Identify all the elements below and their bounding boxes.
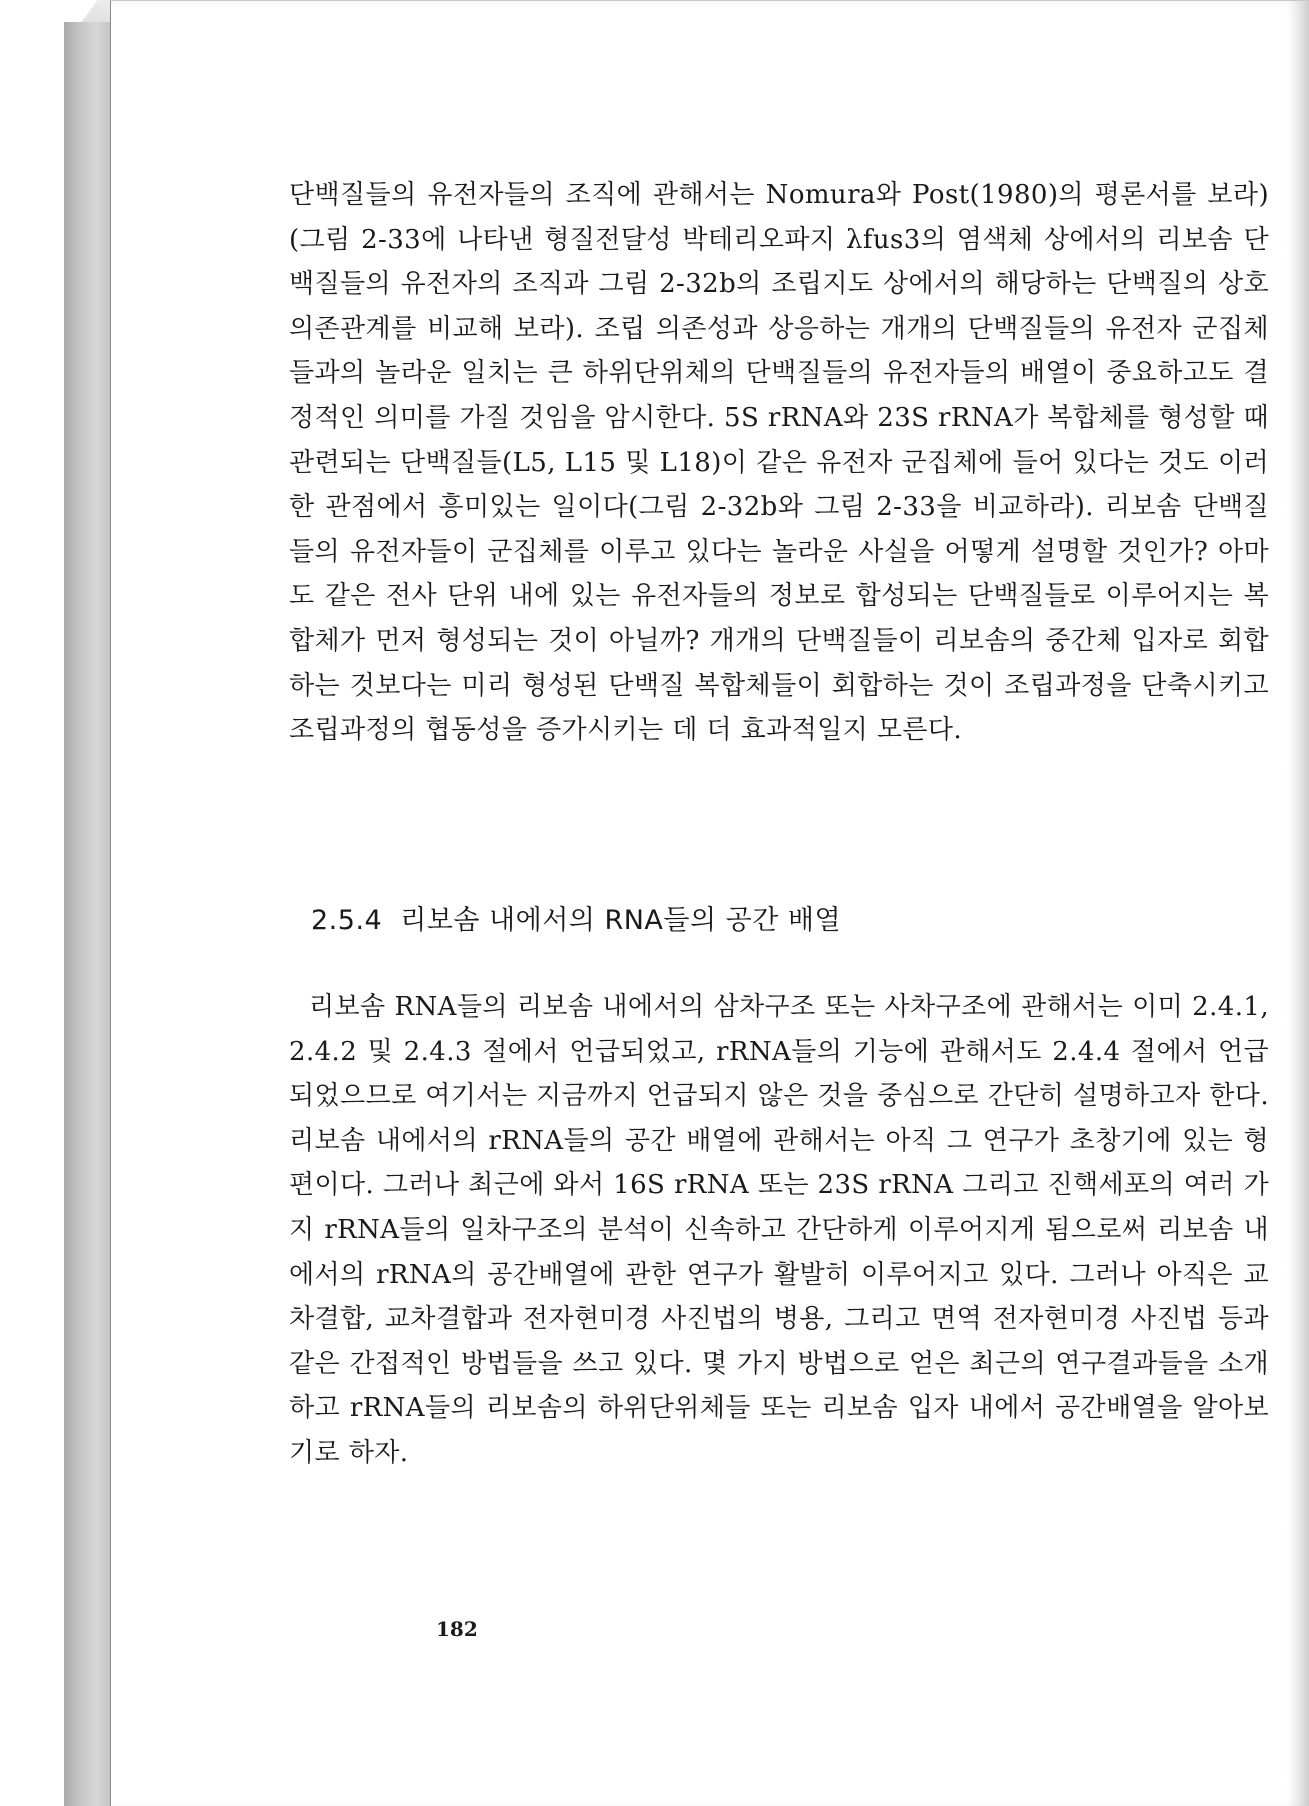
book-spine [64,22,110,1806]
section-title: 리보솜 내에서의 RNA들의 공간 배열 [400,905,842,936]
body-paragraph-1: 단백질들의 유전자들의 조직에 관해서는 Nomura와 Post(1980)의 평론서를 보라)(그림 2-33에 나타낸 형질전달성 박테리오파지 λfus3의 염색체 상에서의 리보솜 단백질들의 유전자의 조직과 그림 2-32b의 조립지도 상에서의 해당하는 단백질의 상호의존관계를 비교해 보라). 조립 의존성과 상응하는 개개의 단백질들의 유전자 군집체들과의 놀라운 일치는 큰 하위단위체의 단백질들의 유전자들의 배열이 중요하고도 결정적인 의미를 가질 것임을 암시한다. 5S rRNA와 23S rRNA가 복합체를 형성할 때 관련되는 단백질들(L5, L15 및 L18)이 같은 유전자 군집체에 들어 있다는 것도 이러한 관점에서 흥미있는 일이다(그림 2-32b와 그림 2-33을 비교하라). 리보솜 단백질들의 유전자들이 군집체를 이루고 있다는 놀라운 사실을 어떻게 설명할 것인가? 아마도 같은 전사 단위 내에 있는 유전자들의 정보로 합성되는 단백질들로 이루어지는 복합체가 먼저 형성되는 것이 아닐까? 개개의 단백질들이 리보솜의 중간체 입자로 회합하는 것보다는 미리 형성된 단백질 복합체들이 회합하는 것이 조립과정을 단축시키고 조립과정의 협동성을 증가시키는 데 더 효과적일지 모른다. [289,180,1269,746]
section-heading [311,898,841,937]
body-paragraph-2: 리보솜 RNA들의 리보솜 내에서의 삼차구조 또는 사차구조에 관해서는 이미 2.4.1, 2.4.2 및 2.4.3 절에서 언급되었고, rRNA들의 기능에 관해서도 2.4.4 절에서 언급되었으므로 여기서는 지금까지 언급되지 않은 것을 중심으로 간단히 설명하고자 한다. 리보솜 내에서의 rRNA들의 공간 배열에 관해서는 아직 그 연구가 초창기에 있는 형편이다. 그러나 최근에 와서 16S rRNA 또는 23S rRNA 그리고 진핵세포의 여러 가지 rRNA들의 일차구조의 분석이 신속하고 간단하게 이루어지게 됨으로써 리보솜 내에서의 rRNA의 공간배열에 관한 연구가 활발히 이루어지고 있다. 그러나 아직은 교차결합, 교차결합과 전자현미경 사진법의 병용, 그리고 면역 전자현미경 사진법 등과 같은 간접적인 방법들을 쓰고 있다. 몇 가지 방법으로 얻은 최근의 연구결과들을 소개하고 rRNA들의 리보솜의 하위단위체들 또는 리보솜 입자 내에서 공간배열을 알아보기로 하자. [289,992,1269,1468]
page-content [289,173,1269,1468]
page-edge-shadow [1286,1,1309,1806]
book-page [110,0,1309,1806]
page-number: 182 [436,1617,478,1641]
section-number: 2.5.4 [311,905,383,936]
